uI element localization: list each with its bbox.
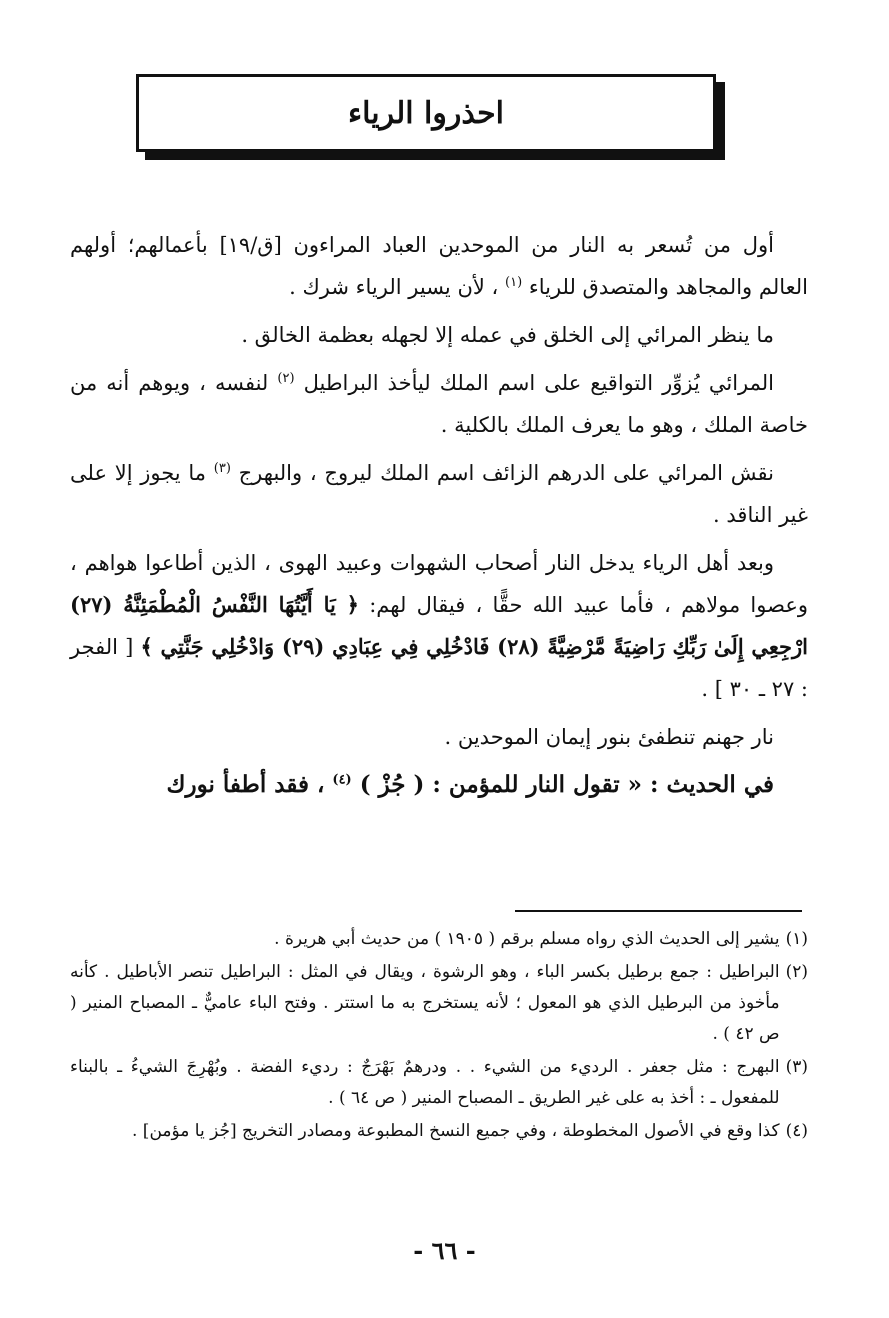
footnote-ref-1: (١) <box>505 275 523 290</box>
footnote-4 <box>70 1116 808 1147</box>
paragraph-text: لنفسه ، ويوهم أنه من خاصة الملك ، وهو ما يعرف الملك بالكلية . <box>70 371 808 437</box>
footnote-text: البراطيل : جمع برطيل بكسر الباء ، وهو الرشوة ، ويقال في المثل : البراطيل تنصر الأباطيل . كأنه مأخوذ من البرطيل الذي هو المعول ؛ لأنه يستخرج به ما استتر . وفتح الباء عاميٌّ ـ المصباح المنير ( ص ٤٢ ) . <box>70 962 780 1044</box>
paragraph-text: أول من تُسعر به النار من الموحدين العباد المراءون [ق/١٩] بأعمالهم؛ أولهم العالم والمجاهد والمتصدق للرياء <box>70 233 808 299</box>
title-box <box>136 74 716 152</box>
paragraph-text: نار جهنم تنطفئ بنور إيمان الموحدين . <box>444 725 774 749</box>
paragraph-text: ، لأن يسير الرياء شرك . <box>289 275 499 299</box>
page-number: - ٦٦ - <box>413 1236 476 1265</box>
paragraph-text: المرائي يُزوِّر التواقيع على اسم الملك ليأخذ البراطيل <box>303 371 774 395</box>
paragraph-text: وبعد أهل الرياء يدخل النار أصحاب الشهوات وعبيد الهوى ، الذين أطاعوا هواهم ، وعصوا مولاهم ، فأما عبيد الله حقًّا ، فيقال لهم: <box>70 551 808 617</box>
paragraph-7 <box>70 764 808 806</box>
footnote-number: (٣) <box>785 1057 808 1077</box>
page-title: احذروا الرياء <box>347 95 504 131</box>
footnotes <box>70 924 808 1149</box>
paragraph-text: نقش المرائي على الدرهم الزائف اسم الملك ليروج ، والبهرج <box>238 461 774 485</box>
paragraph-text: ، فقد أطفأ نورك <box>166 771 325 798</box>
main-text <box>70 224 808 812</box>
footnote-ref-3: (٣) <box>213 461 231 476</box>
paragraph-text: في الحديث : « تقول النار للمؤمن : ( جُزْ ) <box>359 771 774 798</box>
paragraph-1 <box>70 224 808 308</box>
footnote-1 <box>70 924 808 955</box>
footnote-3 <box>70 1052 808 1114</box>
footnote-text: كذا وقع في الأصول المخطوطة ، وفي جميع النسخ المطبوعة ومصادر التخريج [جُز يا مؤمن] . <box>132 1121 780 1141</box>
footnote-text: البهرج : مثل جعفر . الرديء من الشيء . . ودرهمٌ بَهْرَجٌ : رديء الفضة . وبُهْرِجَ الشيءُ ـ بالبناء للمفعول ـ : أخذ به على غير الطريق ـ المصباح المنير ( ص ٦٤ ) . <box>70 1057 780 1108</box>
paragraph-3 <box>70 362 808 446</box>
footnote-number: (١) <box>785 929 808 949</box>
verse-reference: [ الفجر : ٢٧ ـ ٣٠ ] . <box>70 635 808 701</box>
footnote-number: (٢) <box>785 962 808 982</box>
paragraph-2 <box>70 314 808 356</box>
footnote-ref-2: (٢) <box>277 371 295 386</box>
footnote-number: (٤) <box>785 1121 808 1141</box>
paragraph-5 <box>70 542 808 710</box>
footnote-ref-4: (٤) <box>332 772 352 788</box>
paragraph-6 <box>70 716 808 758</box>
footnote-divider <box>515 910 802 912</box>
paragraph-text: ما يجوز إلا على غير الناقد . <box>70 461 808 527</box>
paragraph-4 <box>70 452 808 536</box>
paragraph-text: ما ينظر المرائي إلى الخلق في عمله إلا لجهله بعظمة الخالق . <box>241 323 774 347</box>
quran-verse: ﴿ يَا أَيَّتُهَا النَّفْسُ الْمُطْمَئِنَّةُ (٢٧) ارْجِعِي إِلَىٰ رَبِّكِ رَاضِيَةً مَّرْضِيَّةً (٢٨) فَادْخُلِي فِي عِبَادِي (٢٩) وَادْخُلِي جَنَّتِي ﴾ <box>70 592 808 659</box>
footnote-2 <box>70 957 808 1050</box>
footnote-text: يشير إلى الحديث الذي رواه مسلم برقم ( ١٩٠٥ ) من حديث أبي هريرة . <box>274 929 780 949</box>
